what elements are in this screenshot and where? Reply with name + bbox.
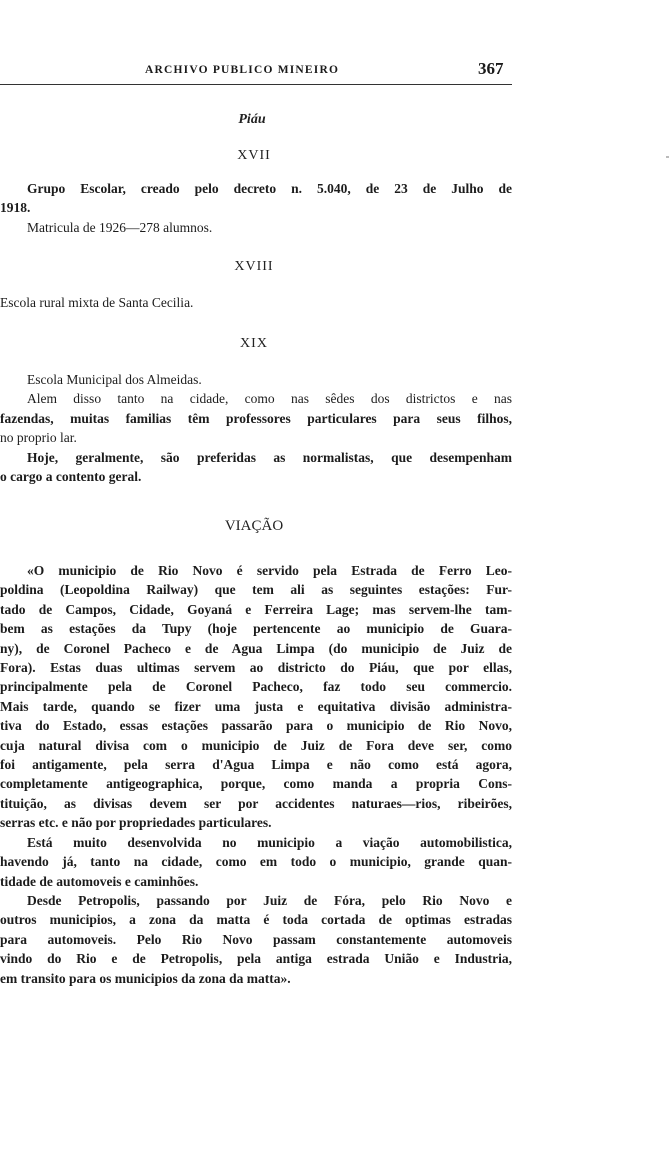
text-line: Alem disso tanto na cidade, como nas sêdes dos districtos e nas bbox=[27, 391, 512, 407]
section-xviii-text bbox=[0, 293, 512, 312]
text-line: Escola rural mixta de Santa Cecilia. bbox=[0, 295, 194, 310]
text-line: tidade de automoveis e caminhões. bbox=[0, 873, 199, 889]
text-line: tado de Campos, Cidade, Goyaná e Ferreira Lage; mas servem-lhe tam- bbox=[0, 601, 512, 617]
viacao-heading: VIAÇÃO bbox=[224, 518, 284, 534]
text-line: 1918. bbox=[0, 200, 31, 216]
text-line: poldina (Leopoldina Railway) que tem ali as seguintes estações: Fur- bbox=[0, 582, 512, 598]
text-line: Mais tarde, quando se fizer uma justa e equitativa divisão administra- bbox=[0, 698, 512, 714]
section-numeral-xix: XIX bbox=[240, 336, 268, 351]
text-line: Escola Municipal dos Almeidas. bbox=[27, 372, 202, 387]
text-line: bem as estações da Tupy (hoje pertencente ao municipio de Guara- bbox=[0, 621, 512, 637]
section-xvii-text bbox=[0, 179, 512, 237]
viacao-paragraph-2 bbox=[0, 833, 512, 891]
viacao-paragraph-3 bbox=[0, 891, 512, 988]
text-line: o cargo a contento geral. bbox=[0, 469, 142, 485]
viacao-paragraph-1 bbox=[0, 561, 512, 833]
section-numeral-xviii: XVIII bbox=[234, 259, 274, 274]
text-line: completamente antigeographica, porque, como manda a propria Cons- bbox=[0, 776, 512, 792]
running-header bbox=[0, 58, 512, 86]
text-line: havendo já, tanto na cidade, como em todo o municipio, grande quan- bbox=[0, 854, 512, 870]
running-header-title: ARCHIVO PUBLICO MINEIRO bbox=[145, 64, 340, 76]
text-line: para automoveis. Pelo Rio Novo passam constantemente automoveis bbox=[0, 931, 512, 947]
text-line: fazendas, muitas familias têm professores particulares para seus filhos, bbox=[0, 410, 512, 426]
text-line: vindo do Rio e de Petropolis, pela antiga estrada União e Industria, bbox=[0, 951, 512, 967]
section-xix-text bbox=[0, 370, 512, 486]
text-line: serras etc. e não por propriedades particulares. bbox=[0, 815, 272, 831]
scan-edge-mark bbox=[666, 156, 669, 158]
text-line: tiva do Estado, essas estações passarão para o municipio de Rio Novo, bbox=[0, 718, 512, 734]
text-line: cuja natural divisa com o municipio de Juiz de Fora deve ser, como bbox=[0, 737, 512, 753]
place-heading: Piáu bbox=[238, 112, 266, 127]
text-line: em transito para os municipios da zona da matta». bbox=[0, 970, 291, 986]
text-line: Grupo Escolar, creado pelo decreto n. 5.040, de 23 de Julho de bbox=[27, 181, 512, 196]
section-numeral-xvii: XVII bbox=[237, 148, 271, 163]
page-number: 367 bbox=[478, 59, 504, 78]
text-line: principalmente pela de Coronel Pacheco, faz todo seu commercio. bbox=[0, 679, 512, 695]
text-line: «O municipio de Rio Novo é servido pela Estrada de Ferro Leo- bbox=[27, 563, 512, 578]
text-line: Está muito desenvolvida no municipio a viação automobilistica, bbox=[27, 835, 512, 850]
text-line: Hoje, geralmente, são preferidas as normalistas, que desempenham bbox=[27, 449, 512, 465]
text-line: tituição, as divisas devem ser por accidentes naturaes—rios, ribeirões, bbox=[0, 795, 512, 811]
header-rule bbox=[0, 84, 512, 85]
text-line: Fora). Estas duas ultimas servem ao districto do Piáu, que por ellas, bbox=[0, 660, 512, 676]
text-line: ny), de Coronel Pacheco e de Agua Limpa (do municipio de Juiz de bbox=[0, 640, 512, 656]
text-line: outros municipios, a zona da matta é toda cortada de optimas estradas bbox=[0, 912, 512, 928]
text-line: Matricula de 1926—278 alumnos. bbox=[27, 219, 213, 235]
text-line: no proprio lar. bbox=[0, 430, 77, 446]
text-line: foi antigamente, pela serra d'Agua Limpa e não como está agora, bbox=[0, 757, 512, 773]
text-line: Desde Petropolis, passando por Juiz de Fóra, pelo Rio Novo e bbox=[27, 893, 512, 908]
